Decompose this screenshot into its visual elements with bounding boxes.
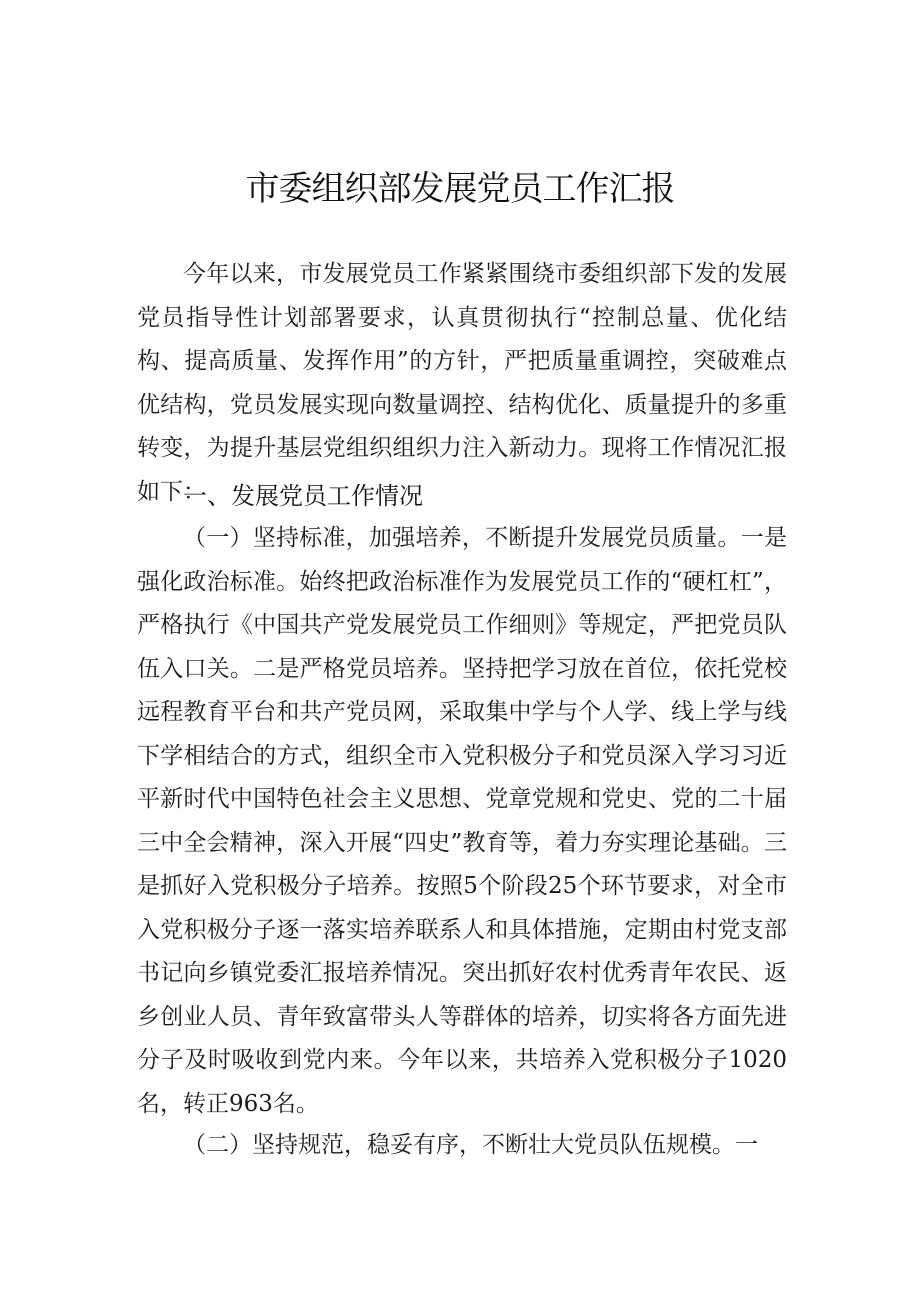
document-title: 市委组织部发展党员工作汇报 [245, 169, 675, 209]
section-heading: 一、发展党员工作情况 [183, 482, 423, 510]
paragraph-scale: （二）坚持规范，稳妥有序，不断壮大党员队伍规模。一 [183, 1132, 758, 1158]
intro-paragraph: 今年以来，市发展党员工作紧紧围绕市委组织部下发的发展党员指导性计划部署要求，认真贯彻执行“控制总量、优化结构、提高质量、发挥作用”的方针，严把质量重调控，突破难点优结构，党员发展实现向数量调控、结构优化、质量提升的多重转变，为提升基层党组织组织力注入新动力。现将工作情况汇报如下： [137, 261, 787, 505]
paragraph-quality: （一）坚持标准，加强培养，不断提升发展党员质量。一是强化政治标准。始终把政治标准作为发展党员工作的“硬杠杠”，严格执行《中国共产党发展党员工作细则》等规定，严把党员队伍入口关。二是严格党员培养。坚持把学习放在首位，依托党校远程教育平台和共产党员网，采取集中学与个人学、线上学与线下学相结合的方式，组织全市入党积极分子和党员深入学习习近平新时代中国特色社会主义思想、党章党规和党史、党的二十届三中全会精神，深入开展“四史”教育等，着力夯实理论基础。三是抓好入党积极分子培养。按照5个阶段25个环节要求，对全市入党积极分子逐一落实培养联系人和具体措施，定期由村党支部书记向乡镇党委汇报培养情况。突出抓好农村优秀青年农民、返乡创业人员、青年致富带头人等群体的培养，切实将各方面先进分子及时吸收到党内来。今年以来，共培养入党积极分子1020名，转正963名。 [137, 525, 787, 1117]
